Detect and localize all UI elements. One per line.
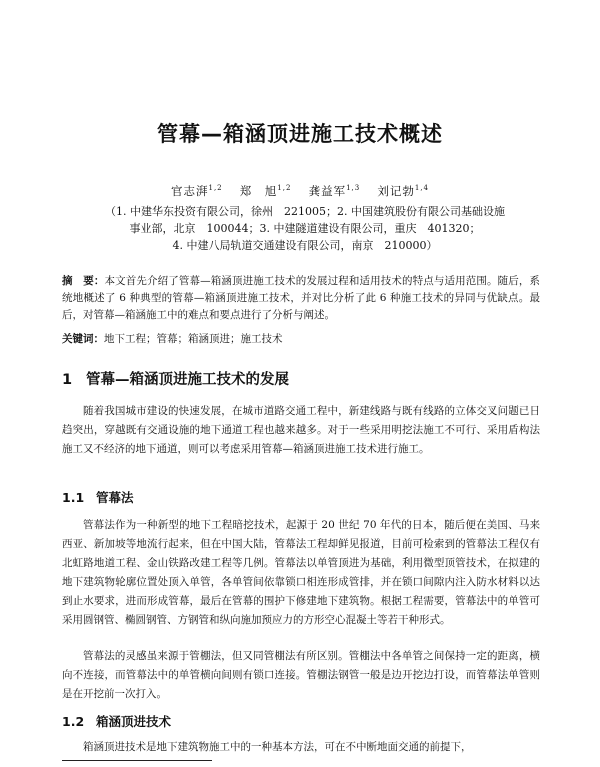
- paper-title: 管幕—箱涵顶进施工技术概述: [157, 122, 443, 146]
- author-list: [0, 183, 600, 199]
- author-name: 刘记勃: [377, 184, 415, 198]
- section-title: 箱涵顶进技术: [96, 714, 172, 729]
- abstract-text: 本文首先介绍了管幕—箱涵顶进施工技术的发展过程和适用技术的特点与适用范围。随后，系统地概述了 6 种典型的管幕—箱涵顶进施工技术，并对比分析了此 6 种施工技术的异同与优缺点。最后，对管幕—箱涵施工中的难点和要点进行了分析与阐述。: [62, 275, 540, 321]
- affiliations: [60, 203, 550, 254]
- abstract: [62, 273, 540, 324]
- section-1-paragraph: 随着我国城市建设的快速发展，在城市道路交通工程中，新建线路与既有线路的立体交叉问题已日趋突出，穿越既有交通设施的地下通道工程也越来越多。对于一些采用明挖法施工不可行、采用盾构法施工又不经济的地下通道，则可以考虑采用管幕—箱涵顶进施工技术进行施工。: [62, 405, 540, 455]
- author-affil-mark: 1,3: [346, 184, 361, 193]
- author-name: 官志湃: [170, 184, 209, 198]
- keywords: [62, 331, 540, 348]
- affiliation-line: 4. 中建八局轨道交通建设有限公司，南京 210000）: [172, 239, 438, 252]
- section-number: 1: [62, 372, 73, 388]
- section-1-2-paragraph: 箱涵顶进技术是地下建筑物施工中的一种基本方法，可在不中断地面交通的前提下，: [83, 741, 472, 753]
- section-number: 1.2: [62, 714, 85, 729]
- section-1-2-heading: [62, 712, 171, 730]
- affiliation-line: （1. 中建华东投资有限公司，徐州 221005；2. 中国建筑股份有限公司基础设施: [105, 205, 505, 218]
- keywords-label: 关键词：: [62, 333, 104, 345]
- author-affil-mark: 1,2: [277, 184, 292, 193]
- abstract-label: 摘 要：: [62, 275, 105, 287]
- author-name: 龚益军: [308, 184, 347, 198]
- keywords-text: 地下工程；管幕；箱涵顶进；施工技术: [104, 333, 283, 345]
- section-1-1-heading: [62, 488, 134, 506]
- author-affil-mark: 1,2: [208, 184, 223, 193]
- author-affil-mark: 1,4: [414, 184, 430, 193]
- affiliation-line: 事业部，北京 100044；3. 中建隧道建设有限公司，重庆 401320；: [129, 222, 481, 235]
- footnote-rule: [62, 760, 212, 761]
- author-name: 郑 旭: [239, 184, 278, 198]
- section-title: 管幕—箱涵顶进施工技术的发展: [86, 372, 289, 388]
- section-title: 管幕法: [96, 490, 134, 505]
- section-number: 1.1: [62, 490, 85, 505]
- section-1-1-paragraph-2: 管幕法的灵感虽来源于管棚法，但又同管棚法有所区别。管棚法中各单管之间保持一定的距离，横向不连接，而管幕法中的单管横向间则有锁口连接。管棚法钢管一般是边开挖边打设，而管幕法单管则是在开挖前一次打入。: [62, 650, 540, 700]
- section-1-1-paragraph-1: 管幕法作为一种新型的地下工程暗挖技术，起源于 20 世纪 70 年代的日本，随后便在美国、马来西亚、新加坡等地流行起来，但在中国大陆，管幕法工程却鲜见报道，目前可检索到的管幕法工程仅有北虹路地道工程、金山铁路改建工程等几例。管幕法以单管顶进为基础，利用微型顶管技术，在拟建的地下建筑物轮廓位置处顶入单管，各单管间依靠锁口相连形成管排，并在锁口间隙内注入防水材料以达到止水要求，进而形成管幕，最后在管幕的围护下修建地下建筑物。根据工程需要，管幕法中的单管可采用圆钢管、椭圆钢管、方钢管和纵向施加预应力的方形空心混凝土等若干种形式。: [62, 519, 540, 626]
- section-1-heading: [62, 368, 289, 389]
